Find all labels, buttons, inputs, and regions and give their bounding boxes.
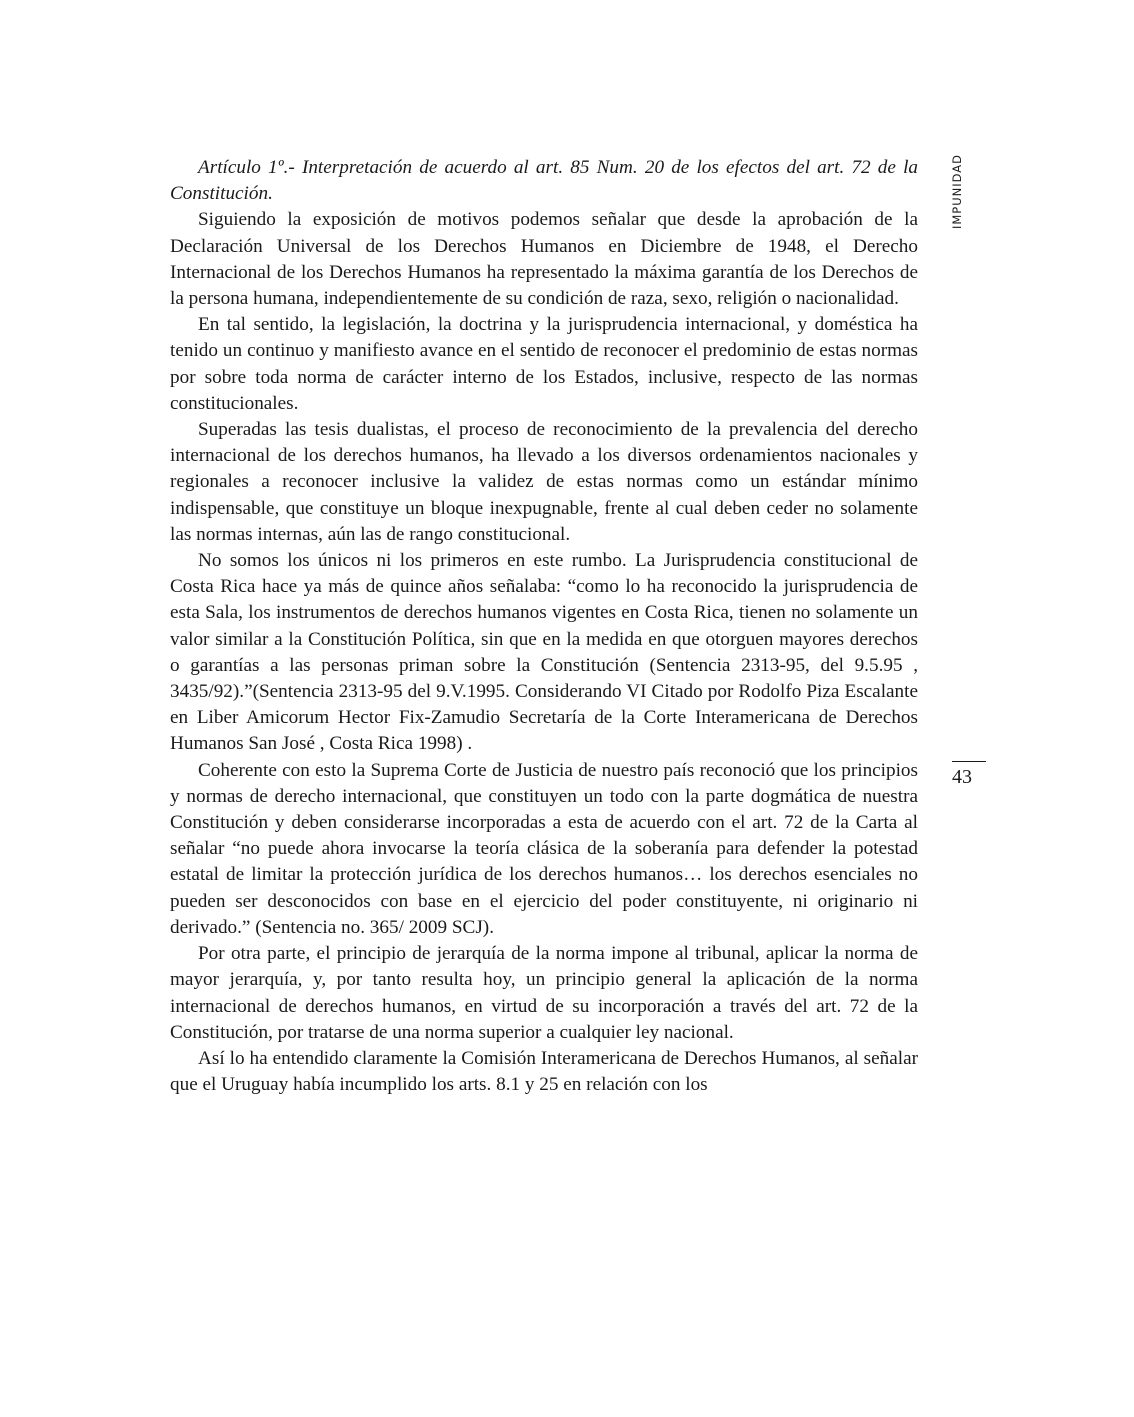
page-number-rule	[952, 761, 986, 762]
paragraph: Así lo ha entendido claramente la Comisión Interamericana de Derechos Humanos, al señalar que el Uruguay había incumplido los arts. 8.1 y 25 en relación con los	[170, 1047, 918, 1096]
article-heading: Artículo 1º.- Interpretación de acuerdo al art. 85 Num. 20 de los efectos del art. 72 de la Constitución.	[170, 157, 918, 205]
paragraph: En tal sentido, la legislación, la doctrina y la jurisprudencia internacional, y doméstica ha tenido un continuo y manifiesto avance en el sentido de reconocer el predominio de estas normas por sobre toda norma de carácter interno de los Estados, inclusive, respecto de las normas constitucionales.	[170, 314, 918, 414]
paragraph: Superadas las tesis dualistas, el proceso de reconocimiento de la prevalencia del derecho internacional de los derechos humanos, ha llevado a los diversos ordenamientos nacionales y regionales a reconocer inclusive la validez de estas normas como un estándar mínimo indispensable, que constituye un bloque inexpugnable, frente al cual deben ceder no solamente las normas internas, aún las de rango constitucional.	[170, 419, 918, 545]
paragraph: Coherente con esto la Suprema Corte de Justicia de nuestro país reconoció que los principios y normas de derecho internacional, que constituyen un todo con la parte dogmática de nuestra Constitución y deben considerarse incorporadas a esta de acuerdo con el art. 72 de la Carta al señalar “no puede ahora invocarse la teoría clásica de la soberanía para defender la potestad estatal de limitar la protección jurídica de los derechos humanos… los derechos esenciales no pueden ser desconocidos con base en el ejercicio del poder constituyente, ni originario ni derivado.” (Sentencia no. 365/ 2009 SCJ).	[170, 759, 918, 938]
paragraph: No somos los únicos ni los primeros en este rumbo. La Jurisprudencia constitucional de Costa Rica hace ya más de quince años señalaba: “como lo ha reconocido la jurisprudencia de esta Sala, los instrumentos de derechos humanos vigentes en Costa Rica, tienen no solamente un valor similar a la Constitución Política, sin que en la medida en que otorguen mayores derechos o garantías a las personas priman sobre la Constitución (Sentencia 2313-95, del 9.5.95 , 3435/92).”(Sentencia 2313-95 del 9.V.1995. Considerando VI Citado por Rodolfo Piza Escalante en Liber Amicorum Hector Fix-Zamudio Secretaría de la Corte Interamericana de Derechos Humanos San José , Costa Rica 1998) .	[170, 550, 918, 755]
paragraph: Siguiendo la exposición de motivos podemos señalar que desde la aprobación de la Declaración Universal de los Derechos Humanos en Diciembre de 1948, el Derecho Internacional de los Derechos Humanos ha representado la máxima garantía de los Derechos de la persona humana, independientemente de su condición de raza, sexo, religión o nacionalidad.	[170, 209, 918, 310]
paragraph: Por otra parte, el principio de jerarquía de la norma impone al tribunal, aplicar la norma de mayor jerarquía, y, por tanto resulta hoy, un principio general la aplicación de la norma internacional de derechos humanos, en virtud de su incorporación a través del art. 72 de la Constitución, por tratarse de una norma superior a cualquier ley nacional.	[170, 943, 918, 1043]
body-text	[170, 155, 918, 1098]
page-number: 43	[952, 766, 972, 788]
running-title: IMPUNIDAD	[950, 154, 964, 230]
